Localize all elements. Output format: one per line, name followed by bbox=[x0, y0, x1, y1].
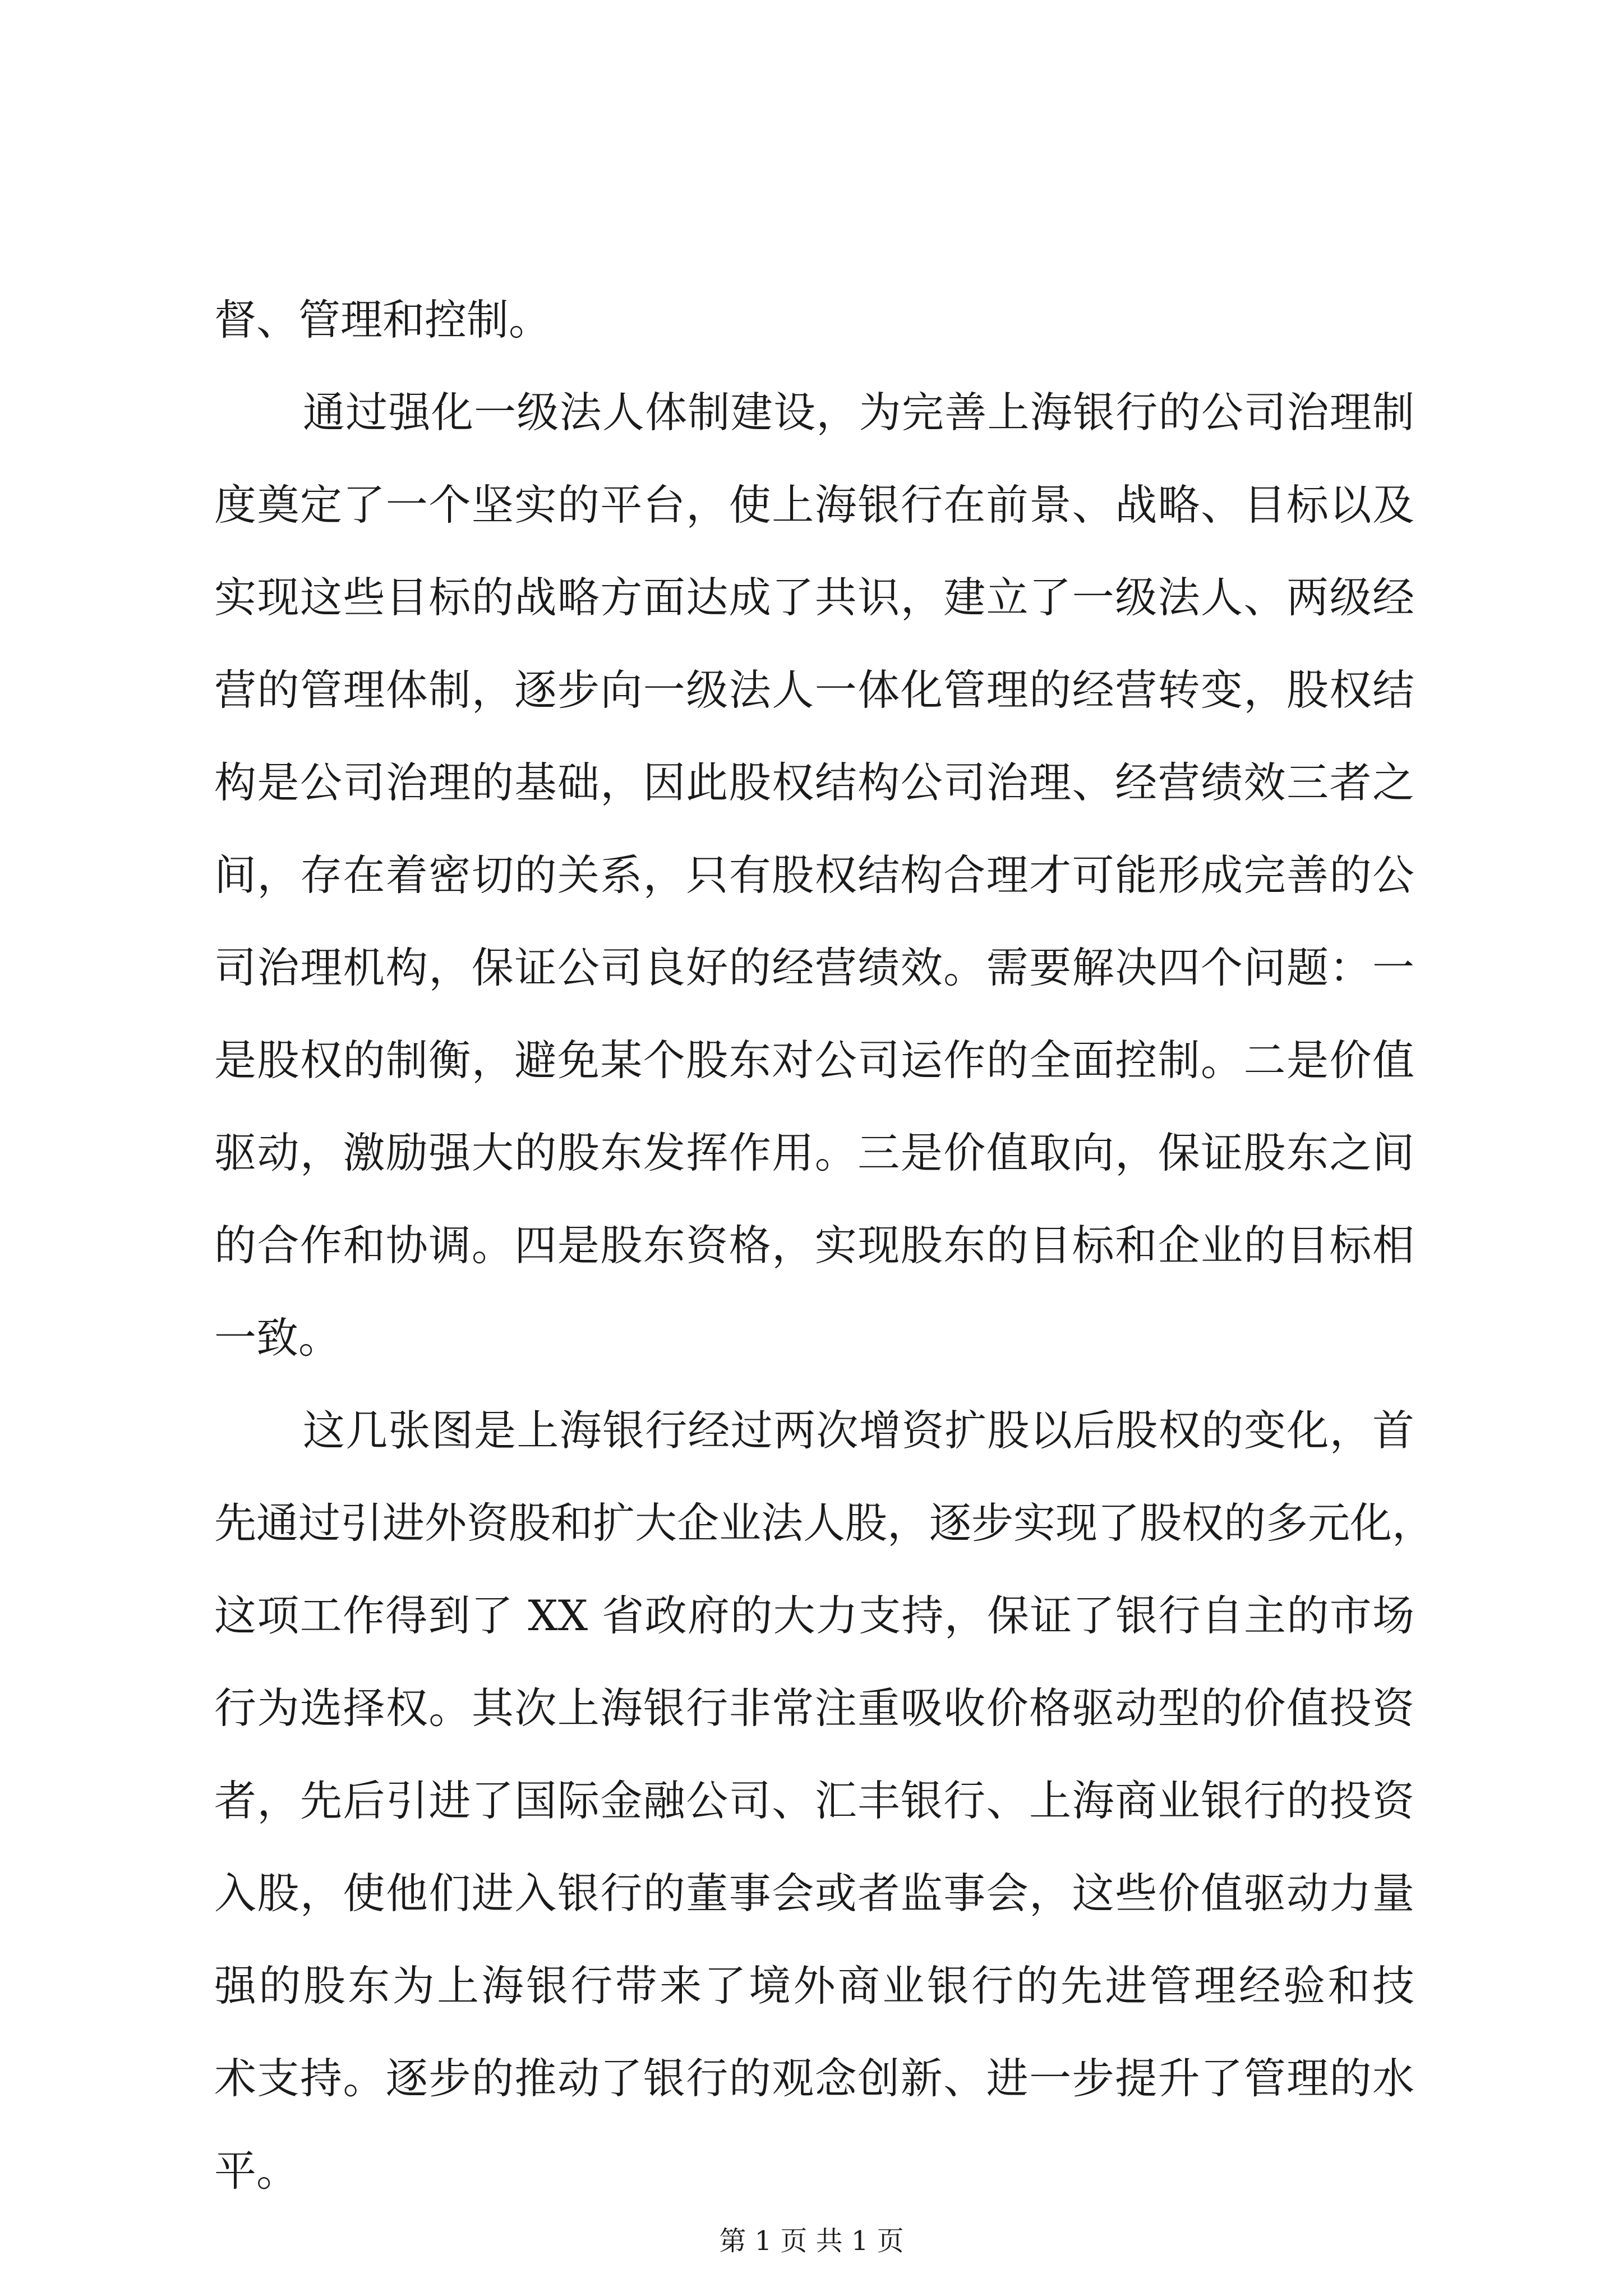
paragraph-2-line-10: 的合作和协调。四是股东资格，实现股东的目标和企业的目标相 bbox=[214, 1221, 1414, 1270]
paragraph-3-line-1: 这几张图是上海银行经过两次增资扩股以后股权的变化，首 bbox=[303, 1406, 1414, 1455]
paragraph-3-line-9: 平。 bbox=[214, 2146, 299, 2196]
paragraph-2-line-7: 司治理机构，保证公司良好的经营绩效。需要解决四个问题：一 bbox=[214, 943, 1414, 992]
paragraph-2-line-8: 是股权的制衡，避免某个股东对公司运作的全面控制。二是价值 bbox=[214, 1036, 1414, 1085]
paragraph-2-line-9: 驱动，激励强大的股东发挥作用。三是价值取向，保证股东之间 bbox=[214, 1128, 1414, 1177]
paragraph-3-line-2: 先通过引进外资股和扩大企业法人股，逐步实现了股权的多元化， bbox=[214, 1498, 1435, 1548]
paragraph-3-line-7: 强的股东为上海银行带来了境外商业银行的先进管理经验和技 bbox=[214, 1961, 1414, 2010]
paragraph-2-line-2: 度奠定了一个坚实的平台，使上海银行在前景、战略、目标以及 bbox=[214, 480, 1414, 530]
paragraph-3-line-3: 这项工作得到了 XX 省政府的大力支持，保证了银行自主的市场 bbox=[214, 1591, 1414, 1640]
paragraph-2-line-11: 一致。 bbox=[214, 1313, 341, 1363]
page-number-footer: 第 1 页 共 1 页 bbox=[719, 2225, 904, 2257]
paragraph-2-line-4: 营的管理体制，逐步向一级法人一体化管理的经营转变，股权结 bbox=[214, 665, 1414, 715]
paragraph-2-line-5: 构是公司治理的基础，因此股权结构公司治理、经营绩效三者之 bbox=[214, 758, 1414, 807]
paragraph-3-line-5: 者，先后引进了国际金融公司、汇丰银行、上海商业银行的投资 bbox=[214, 1776, 1414, 1825]
paragraph-3-line-6: 入股，使他们进入银行的董事会或者监事会，这些价值驱动力量 bbox=[214, 1869, 1414, 1918]
paragraph-2-line-3: 实现这些目标的战略方面达成了共识，建立了一级法人、两级经 bbox=[214, 573, 1414, 622]
paragraph-2-line-6: 间，存在着密切的关系，只有股权结构合理才可能形成完善的公 bbox=[214, 850, 1414, 900]
paragraph-2-line-1: 通过强化一级法人体制建设，为完善上海银行的公司治理制 bbox=[303, 388, 1414, 437]
paragraph-3-line-4: 行为选择权。其次上海银行非常注重吸收价格驱动型的价值投资 bbox=[214, 1683, 1414, 1733]
paragraph-3-line-8: 术支持。逐步的推动了银行的观念创新、进一步提升了管理的水 bbox=[214, 2054, 1414, 2103]
paragraph-1-line-1: 督、管理和控制。 bbox=[214, 295, 551, 344]
